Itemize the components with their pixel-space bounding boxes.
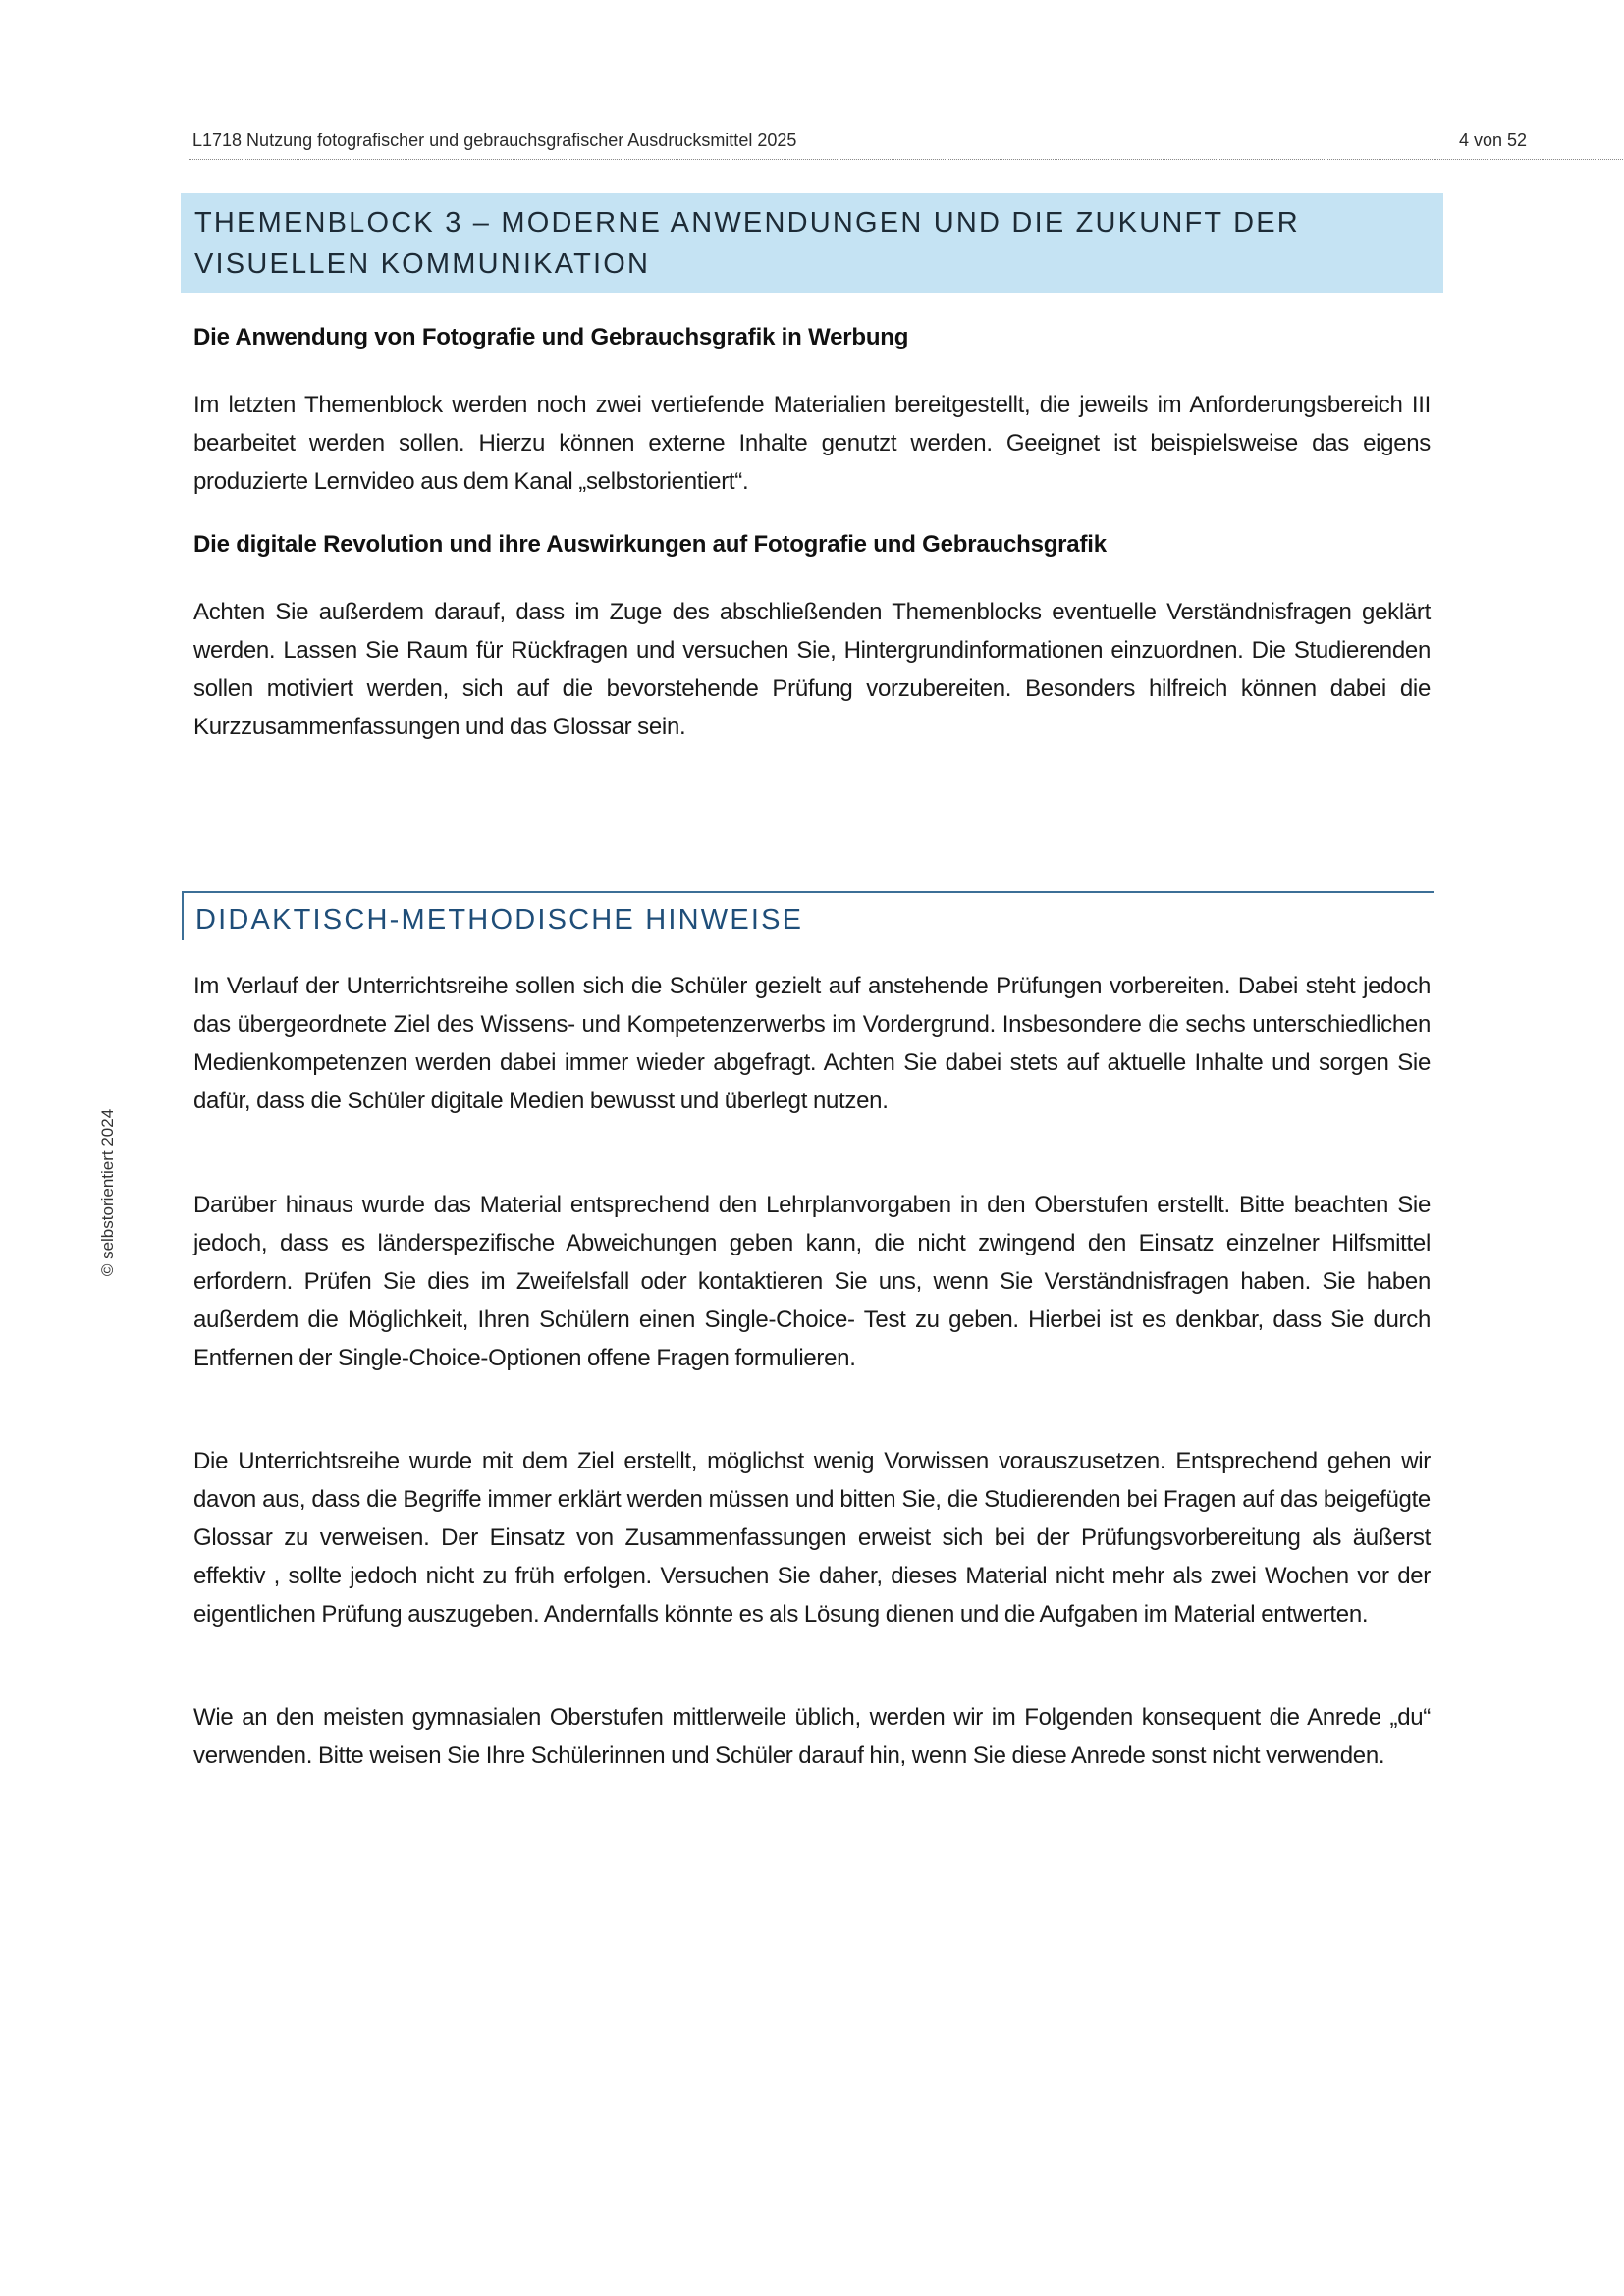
paragraph-didactic-4: Wie an den meisten gymnasialen Oberstufen mittlerweile üblich, werden wir im Folgenden konsequent die Anrede „du“ verwenden. Bitte weisen Sie Ihre Schülerinnen und Schüler darauf hin, wenn Sie diese Anrede sonst nicht verwenden. bbox=[193, 1704, 1431, 1769]
document-title: L1718 Nutzung fotografischer und gebrauchsgrafischer Ausdrucksmittel 2025 bbox=[192, 131, 797, 150]
page-number: 4 von 52 bbox=[1459, 131, 1528, 150]
didactic-section-title: DIDAKTISCH-METHODISCHE HINWEISE bbox=[195, 904, 804, 935]
page-header bbox=[189, 128, 1623, 160]
paragraph-werbung: Im letzten Themenblock werden noch zwei vertiefende Materialien bereitgestellt, die jeweils im Anforderungsbereich III bearbeitet werden sollen. Hierzu können externe Inhalte genutzt werden. Geeignet ist beispielsweise das eigens produzierte Lernvideo aus dem Kanal „selbstorientiert“. bbox=[193, 392, 1431, 495]
paragraph-digitale-revolution: Achten Sie außerdem darauf, dass im Zuge des abschließenden Themenblocks eventuelle Verständnisfragen geklärt werden. Lassen Sie Raum für Rückfragen und versuchen Sie, Hintergrundinformationen einzuordnen. Die Studierenden sollen motiviert werden, sich auf die bevorstehende Prüfung vorzubereiten. Besonders hilfreich können dabei die Kurzzusammenfassungen und das Glossar sein. bbox=[193, 599, 1431, 740]
themenblock-banner bbox=[181, 193, 1443, 293]
didactic-section-heading bbox=[182, 891, 1434, 940]
paragraph-didactic-2: Darüber hinaus wurde das Material entsprechend den Lehrplanvorgaben in den Oberstufen erstellt. Bitte beachten Sie jedoch, dass es länderspezifische Abweichungen geben kann, die nicht zwingend den Einsatz einzelner Hilfsmittel erfordern. Prüfen Sie dies im Zweifelsfall oder kontaktieren Sie uns, wenn Sie Verständnisfragen haben. Sie haben außerdem die Möglichkeit, Ihren Schülern einen Single-Choice- Test zu geben. Hierbei ist es denkbar, dass Sie durch Entfernen der Single-Choice-Optionen offene Fragen formulieren. bbox=[193, 1192, 1431, 1371]
banner-title: THEMENBLOCK 3 – MODERNE ANWENDUNGEN UND DIE ZUKUNFT DER VISUELLEN KOMMUNIKATION bbox=[194, 207, 1300, 280]
copyright-notice: © selbstorientiert 2024 bbox=[98, 1108, 117, 1277]
subheading-werbung: Die Anwendung von Fotografie und Gebrauchsgrafik in Werbung bbox=[193, 324, 909, 350]
paragraph-didactic-3: Die Unterrichtsreihe wurde mit dem Ziel erstellt, möglichst wenig Vorwissen vorauszusetzen. Entsprechend gehen wir davon aus, dass die Begriffe immer erklärt werden müssen und bitten Sie, die Studierenden bei Fragen auf das beigefügte Glossar zu verweisen. Der Einsatz von Zusammenfassungen erweist sich bei der Prüfungsvorbereitung als äußerst effektiv , sollte jedoch nicht zu früh erfolgen. Versuchen Sie daher, dieses Material nicht mehr als zwei Wochen vor der eigentlichen Prüfung auszugeben. Andernfalls könnte es als Lösung dienen und die Aufgaben im Material entwerten. bbox=[193, 1448, 1431, 1628]
subheading-digitale-revolution: Die digitale Revolution und ihre Auswirkungen auf Fotografie und Gebrauchsgrafik bbox=[193, 531, 1107, 558]
paragraph-didactic-1: Im Verlauf der Unterrichtsreihe sollen sich die Schüler gezielt auf anstehende Prüfungen vorbereiten. Dabei steht jedoch das übergeordnete Ziel des Wissens- und Kompetenzerwerbs im Vordergrund. Insbesondere die sechs unterschiedlichen Medienkompetenzen werden dabei immer wieder abgefragt. Achten Sie dabei stets auf aktuelle Inhalte und sorgen Sie dafür, dass die Schüler digitale Medien bewusst und überlegt nutzen. bbox=[193, 973, 1431, 1114]
